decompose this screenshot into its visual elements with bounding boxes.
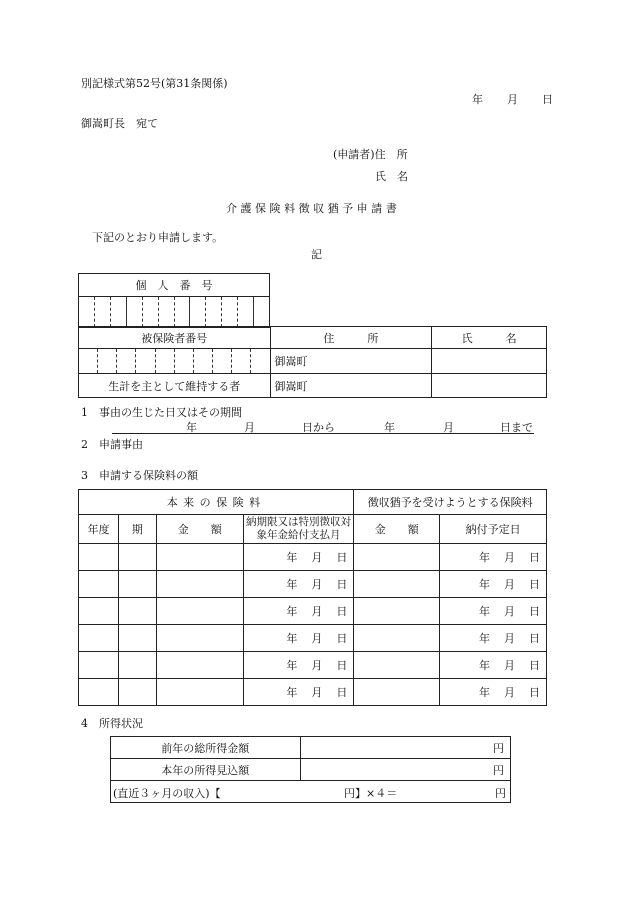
- this-year-income-label: 本年の所得見込額: [111, 759, 301, 781]
- applicant-name-label: 氏 名: [375, 170, 408, 183]
- period-cell[interactable]: [118, 598, 156, 625]
- applicant-address-label: (申請者)住 所: [333, 148, 408, 161]
- year-cell[interactable]: [79, 625, 119, 652]
- ymd-month: 月: [504, 578, 515, 591]
- ymd-month: 月: [504, 632, 515, 645]
- deferral-amount-cell[interactable]: [354, 598, 440, 625]
- col-amount: 金 額: [156, 515, 243, 544]
- ymd-month: 月: [504, 659, 515, 672]
- personal-number-label: 個 人 番 号: [79, 274, 270, 297]
- premium-row: [79, 598, 547, 625]
- income-table: [110, 736, 511, 803]
- deferral-amount-cell[interactable]: [354, 652, 440, 679]
- ymd-day: 日: [529, 632, 540, 645]
- year-cell[interactable]: [79, 544, 119, 571]
- col-payment-date: 納付予定日: [440, 515, 547, 544]
- premium-row: [79, 571, 547, 598]
- date-day: 日: [542, 93, 553, 106]
- section1-year1: 年: [186, 421, 197, 434]
- ymd-day: 日: [529, 659, 540, 672]
- section1-title: 1 事由の生じた日又はその期間: [81, 406, 242, 419]
- insured-number-label: 被保険者番号: [79, 327, 271, 349]
- ymd-month: 月: [311, 659, 323, 672]
- ki-marker: 記: [311, 248, 322, 261]
- deferral-amount-cell[interactable]: [354, 571, 440, 598]
- ymd-month: 月: [504, 605, 515, 618]
- ymd-day: 日: [336, 605, 348, 618]
- recent-income-multiplier: 円】×４＝: [344, 787, 398, 800]
- ymd-day: 日: [529, 605, 540, 618]
- ymd-month: 月: [311, 578, 323, 591]
- deferral-amount-cell[interactable]: [354, 625, 440, 652]
- payment-date-cell[interactable]: [440, 544, 547, 571]
- premium-row: [79, 679, 547, 706]
- insured-table: [78, 326, 547, 398]
- premium-row: [79, 652, 547, 679]
- col-amount2: 金 額: [354, 515, 440, 544]
- addressee: 御嵩町長 宛て: [81, 117, 158, 130]
- ymd-month: 月: [311, 632, 323, 645]
- deferral-premium-header: 徴収猶予を受けようとする保険料: [354, 490, 547, 515]
- section1-until: 日まで: [500, 421, 533, 434]
- period-cell[interactable]: [118, 652, 156, 679]
- date-year: 年: [472, 93, 483, 106]
- ymd-day: 日: [529, 686, 540, 699]
- amount-cell[interactable]: [156, 544, 243, 571]
- deadline-cell[interactable]: [243, 652, 354, 679]
- ymd-day: 日: [336, 578, 348, 591]
- ymd-day: 日: [336, 659, 348, 672]
- supporter-label: 生計を主として維持する者: [79, 374, 271, 398]
- col-deadline: 納期限又は特別徴収対象年金給付支払月: [243, 515, 354, 544]
- payment-date-cell[interactable]: [440, 652, 547, 679]
- ymd-year: 年: [479, 632, 490, 645]
- supporter-address-cell[interactable]: 御嵩町: [270, 374, 432, 398]
- ymd-year: 年: [286, 605, 298, 618]
- ymd-year: 年: [479, 686, 490, 699]
- insured-address-cell[interactable]: 御嵩町: [270, 349, 432, 374]
- amount-cell[interactable]: [156, 571, 243, 598]
- year-cell[interactable]: [79, 598, 119, 625]
- amount-cell[interactable]: [156, 652, 243, 679]
- ymd-year: 年: [479, 578, 490, 591]
- period-cell[interactable]: [118, 679, 156, 706]
- ymd-year: 年: [286, 632, 298, 645]
- year-cell[interactable]: [79, 571, 119, 598]
- payment-date-cell[interactable]: [440, 571, 547, 598]
- ymd-year: 年: [286, 659, 298, 672]
- address-header: 住 所: [270, 327, 432, 349]
- period-cell[interactable]: [118, 571, 156, 598]
- year-cell[interactable]: [79, 652, 119, 679]
- ymd-day: 日: [336, 551, 348, 564]
- ymd-year: 年: [479, 659, 490, 672]
- premium-table: [78, 489, 547, 706]
- deadline-cell[interactable]: [243, 598, 354, 625]
- ymd-month: 月: [311, 605, 323, 618]
- period-cell[interactable]: [118, 625, 156, 652]
- ymd-year: 年: [286, 578, 298, 591]
- deadline-cell[interactable]: [243, 571, 354, 598]
- amount-cell[interactable]: [156, 625, 243, 652]
- prev-year-income-value[interactable]: 円: [300, 737, 510, 759]
- form-number: 別記様式第52号(第31条関係): [81, 77, 228, 90]
- premium-row: [79, 544, 547, 571]
- prev-year-income-label: 前年の総所得金額: [111, 737, 301, 759]
- section1-month1: 月: [244, 421, 255, 434]
- ymd-month: 月: [311, 686, 323, 699]
- premium-row: [79, 625, 547, 652]
- recent-income-row[interactable]: [111, 781, 511, 803]
- ymd-day: 日: [529, 578, 540, 591]
- date-month: 月: [507, 93, 518, 106]
- deferral-amount-cell[interactable]: [354, 679, 440, 706]
- section1-year2: 年: [384, 421, 395, 434]
- section2-title: 2 申請事由: [81, 438, 143, 451]
- ymd-month: 月: [504, 686, 515, 699]
- ymd-year: 年: [286, 551, 298, 564]
- payment-date-cell[interactable]: [440, 598, 547, 625]
- payment-date-cell[interactable]: [440, 625, 547, 652]
- original-premium-header: 本来の保険料: [79, 490, 354, 515]
- col-period: 期: [118, 515, 156, 544]
- deferral-amount-cell[interactable]: [354, 544, 440, 571]
- recent-income-label: (直近３ヶ月の収入)【: [113, 787, 221, 800]
- insured-name-cell[interactable]: [432, 349, 547, 374]
- ymd-day: 日: [336, 686, 348, 699]
- recent-income-yen: 円: [495, 787, 506, 800]
- section4-title: 4 所得状況: [81, 717, 143, 730]
- personal-number-table: [78, 273, 270, 328]
- section3-title: 3 申請する保険料の額: [81, 469, 198, 482]
- personal-number-digits[interactable]: [79, 297, 270, 328]
- period-cell[interactable]: [118, 544, 156, 571]
- col-year: 年度: [79, 515, 119, 544]
- year-cell[interactable]: [79, 679, 119, 706]
- ymd-year: 年: [286, 686, 298, 699]
- ymd-year: 年: [479, 605, 490, 618]
- document-title: 介護保険料徴収猶予申請書: [226, 202, 401, 215]
- insured-number-digits[interactable]: [79, 349, 271, 374]
- section1-from: 日から: [302, 421, 335, 434]
- deadline-cell[interactable]: [243, 679, 354, 706]
- amount-cell[interactable]: [156, 679, 243, 706]
- ymd-month: 月: [504, 551, 515, 564]
- deadline-cell[interactable]: [243, 625, 354, 652]
- payment-date-cell[interactable]: [440, 679, 547, 706]
- deadline-cell[interactable]: [243, 544, 354, 571]
- ymd-year: 年: [479, 551, 490, 564]
- name-header: 氏 名: [432, 327, 547, 349]
- section1-month2: 月: [443, 421, 454, 434]
- ymd-day: 日: [336, 632, 348, 645]
- ymd-month: 月: [311, 551, 323, 564]
- this-year-income-value[interactable]: 円: [300, 759, 510, 781]
- ymd-day: 日: [529, 551, 540, 564]
- amount-cell[interactable]: [156, 598, 243, 625]
- intro-text: 下記のとおり申請します。: [92, 231, 224, 244]
- supporter-name-cell[interactable]: [432, 374, 547, 398]
